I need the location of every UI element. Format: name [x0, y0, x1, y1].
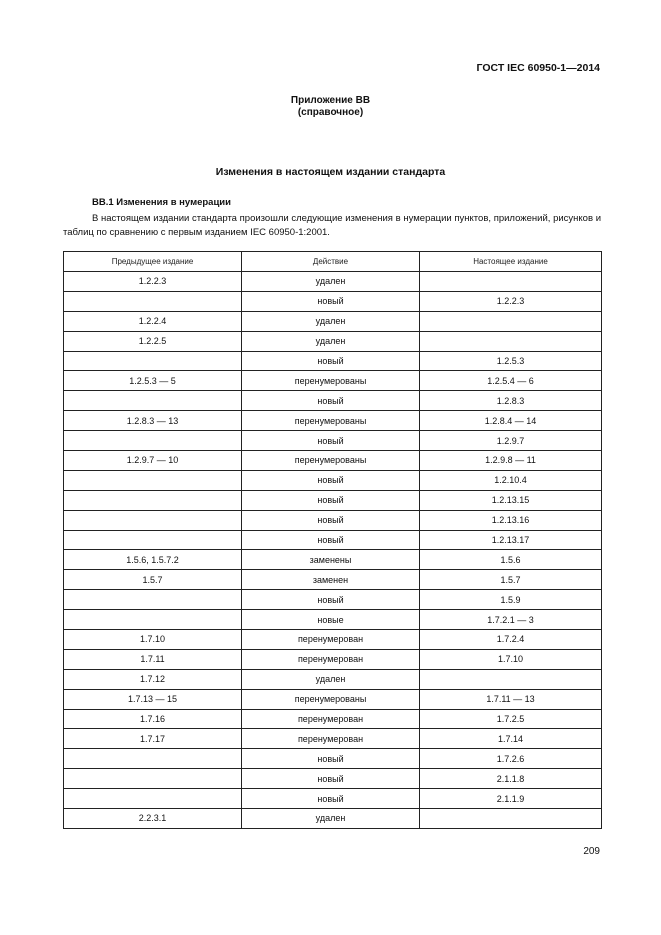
table-row	[64, 689, 602, 709]
cell-action: новый	[242, 789, 420, 809]
cell-previous-edition	[64, 590, 242, 610]
table-row	[64, 669, 602, 689]
annex-title: Приложение ВВ	[290, 95, 371, 106]
table-row	[64, 570, 602, 590]
cell-previous-edition	[64, 749, 242, 769]
table-row	[64, 809, 602, 829]
table-row	[64, 470, 602, 490]
page-number: 209	[583, 846, 600, 857]
cell-current-edition: 1.7.2.4	[420, 630, 602, 650]
cell-action: новый	[242, 769, 420, 789]
cell-action: перенумерован	[242, 729, 420, 749]
cell-current-edition: 1.7.2.1 — 3	[420, 610, 602, 630]
subsection-title: ВВ.1 Изменения в нумерации	[92, 197, 231, 208]
cell-current-edition	[420, 809, 602, 829]
table-row	[64, 371, 602, 391]
cell-current-edition: 2.1.1.8	[420, 769, 602, 789]
table-row	[64, 272, 602, 292]
cell-action: новый	[242, 431, 420, 451]
table-row	[64, 311, 602, 331]
cell-current-edition: 2.1.1.9	[420, 789, 602, 809]
cell-action: перенумерованы	[242, 451, 420, 471]
cell-action: новый	[242, 291, 420, 311]
cell-action: перенумерован	[242, 649, 420, 669]
cell-action: новый	[242, 391, 420, 411]
table-row	[64, 451, 602, 471]
cell-action: заменен	[242, 570, 420, 590]
cell-action: перенумерован	[242, 630, 420, 650]
header-previous-edition: Предыдущее издание	[64, 252, 242, 272]
cell-previous-edition	[64, 291, 242, 311]
table-row	[64, 789, 602, 809]
cell-previous-edition: 1.7.16	[64, 709, 242, 729]
cell-previous-edition	[64, 789, 242, 809]
table-row	[64, 490, 602, 510]
cell-current-edition: 1.5.7	[420, 570, 602, 590]
cell-current-edition: 1.7.2.5	[420, 709, 602, 729]
cell-previous-edition	[64, 610, 242, 630]
cell-action: удален	[242, 331, 420, 351]
cell-current-edition: 1.5.9	[420, 590, 602, 610]
cell-action: новый	[242, 749, 420, 769]
table-row	[64, 391, 602, 411]
table-row	[64, 649, 602, 669]
header-current-edition: Настоящее издание	[420, 252, 602, 272]
cell-current-edition: 1.2.5.3	[420, 351, 602, 371]
cell-previous-edition: 1.2.2.3	[64, 272, 242, 292]
cell-current-edition: 1.2.10.4	[420, 470, 602, 490]
cell-current-edition: 1.2.8.3	[420, 391, 602, 411]
cell-current-edition: 1.2.13.15	[420, 490, 602, 510]
cell-current-edition: 1.2.9.7	[420, 431, 602, 451]
annex-subtitle: (справочное)	[297, 107, 364, 118]
cell-action: удален	[242, 669, 420, 689]
cell-previous-edition	[64, 769, 242, 789]
header-action: Действие	[242, 252, 420, 272]
cell-previous-edition	[64, 530, 242, 550]
cell-action: перенумерованы	[242, 371, 420, 391]
cell-current-edition	[420, 669, 602, 689]
table-row	[64, 769, 602, 789]
numbering-changes-table	[63, 251, 602, 829]
cell-previous-edition: 1.2.8.3 — 13	[64, 411, 242, 431]
cell-previous-edition: 1.7.17	[64, 729, 242, 749]
table-body	[64, 272, 602, 829]
cell-previous-edition: 1.5.7	[64, 570, 242, 590]
document-code: ГОСТ IEC 60950-1—2014	[476, 62, 600, 74]
cell-previous-edition	[64, 391, 242, 411]
cell-action: перенумерован	[242, 709, 420, 729]
cell-current-edition: 1.2.5.4 — 6	[420, 371, 602, 391]
cell-current-edition: 1.7.14	[420, 729, 602, 749]
cell-action: новый	[242, 510, 420, 530]
table-row	[64, 749, 602, 769]
cell-previous-edition: 1.7.12	[64, 669, 242, 689]
table-row	[64, 530, 602, 550]
cell-current-edition	[420, 272, 602, 292]
cell-current-edition: 1.7.2.6	[420, 749, 602, 769]
table-row	[64, 729, 602, 749]
cell-current-edition: 1.2.9.8 — 11	[420, 451, 602, 471]
table-row	[64, 610, 602, 630]
cell-previous-edition: 1.2.9.7 — 10	[64, 451, 242, 471]
cell-action: удален	[242, 809, 420, 829]
cell-action: новый	[242, 530, 420, 550]
cell-action: новый	[242, 470, 420, 490]
cell-current-edition: 1.2.13.16	[420, 510, 602, 530]
cell-previous-edition: 1.2.2.4	[64, 311, 242, 331]
cell-previous-edition: 1.2.2.5	[64, 331, 242, 351]
cell-action: удален	[242, 311, 420, 331]
cell-current-edition	[420, 331, 602, 351]
table-row	[64, 331, 602, 351]
cell-current-edition: 1.5.6	[420, 550, 602, 570]
cell-current-edition: 1.2.2.3	[420, 291, 602, 311]
intro-paragraph: В настоящем издании стандарта произошли следующие изменения в нумерации пунктов, приложений, рисунков и таблиц по сравнению с первым изданием IEC 60950-1:2001.	[63, 213, 601, 238]
cell-previous-edition	[64, 470, 242, 490]
section-title: Изменения в настоящем издании стандарта	[215, 166, 446, 178]
cell-action: новый	[242, 351, 420, 371]
cell-previous-edition: 1.2.5.3 — 5	[64, 371, 242, 391]
cell-action: новые	[242, 610, 420, 630]
cell-action: новый	[242, 590, 420, 610]
cell-previous-edition: 1.7.13 — 15	[64, 689, 242, 709]
table-row	[64, 411, 602, 431]
cell-action: перенумерованы	[242, 411, 420, 431]
cell-current-edition: 1.2.13.17	[420, 530, 602, 550]
cell-current-edition	[420, 311, 602, 331]
cell-previous-edition: 2.2.3.1	[64, 809, 242, 829]
cell-action: новый	[242, 490, 420, 510]
table-row	[64, 630, 602, 650]
table-row	[64, 510, 602, 530]
table-row	[64, 351, 602, 371]
table-header-row	[64, 252, 602, 272]
cell-previous-edition: 1.7.11	[64, 649, 242, 669]
cell-current-edition: 1.7.10	[420, 649, 602, 669]
table-row	[64, 291, 602, 311]
cell-action: удален	[242, 272, 420, 292]
cell-previous-edition	[64, 351, 242, 371]
cell-previous-edition	[64, 510, 242, 530]
table-row	[64, 709, 602, 729]
cell-previous-edition: 1.7.10	[64, 630, 242, 650]
cell-current-edition: 1.7.11 — 13	[420, 689, 602, 709]
cell-previous-edition: 1.5.6, 1.5.7.2	[64, 550, 242, 570]
table-row	[64, 590, 602, 610]
cell-previous-edition	[64, 490, 242, 510]
table-row	[64, 431, 602, 451]
cell-action: заменены	[242, 550, 420, 570]
table-row	[64, 550, 602, 570]
cell-action: перенумерованы	[242, 689, 420, 709]
cell-previous-edition	[64, 431, 242, 451]
cell-current-edition: 1.2.8.4 — 14	[420, 411, 602, 431]
